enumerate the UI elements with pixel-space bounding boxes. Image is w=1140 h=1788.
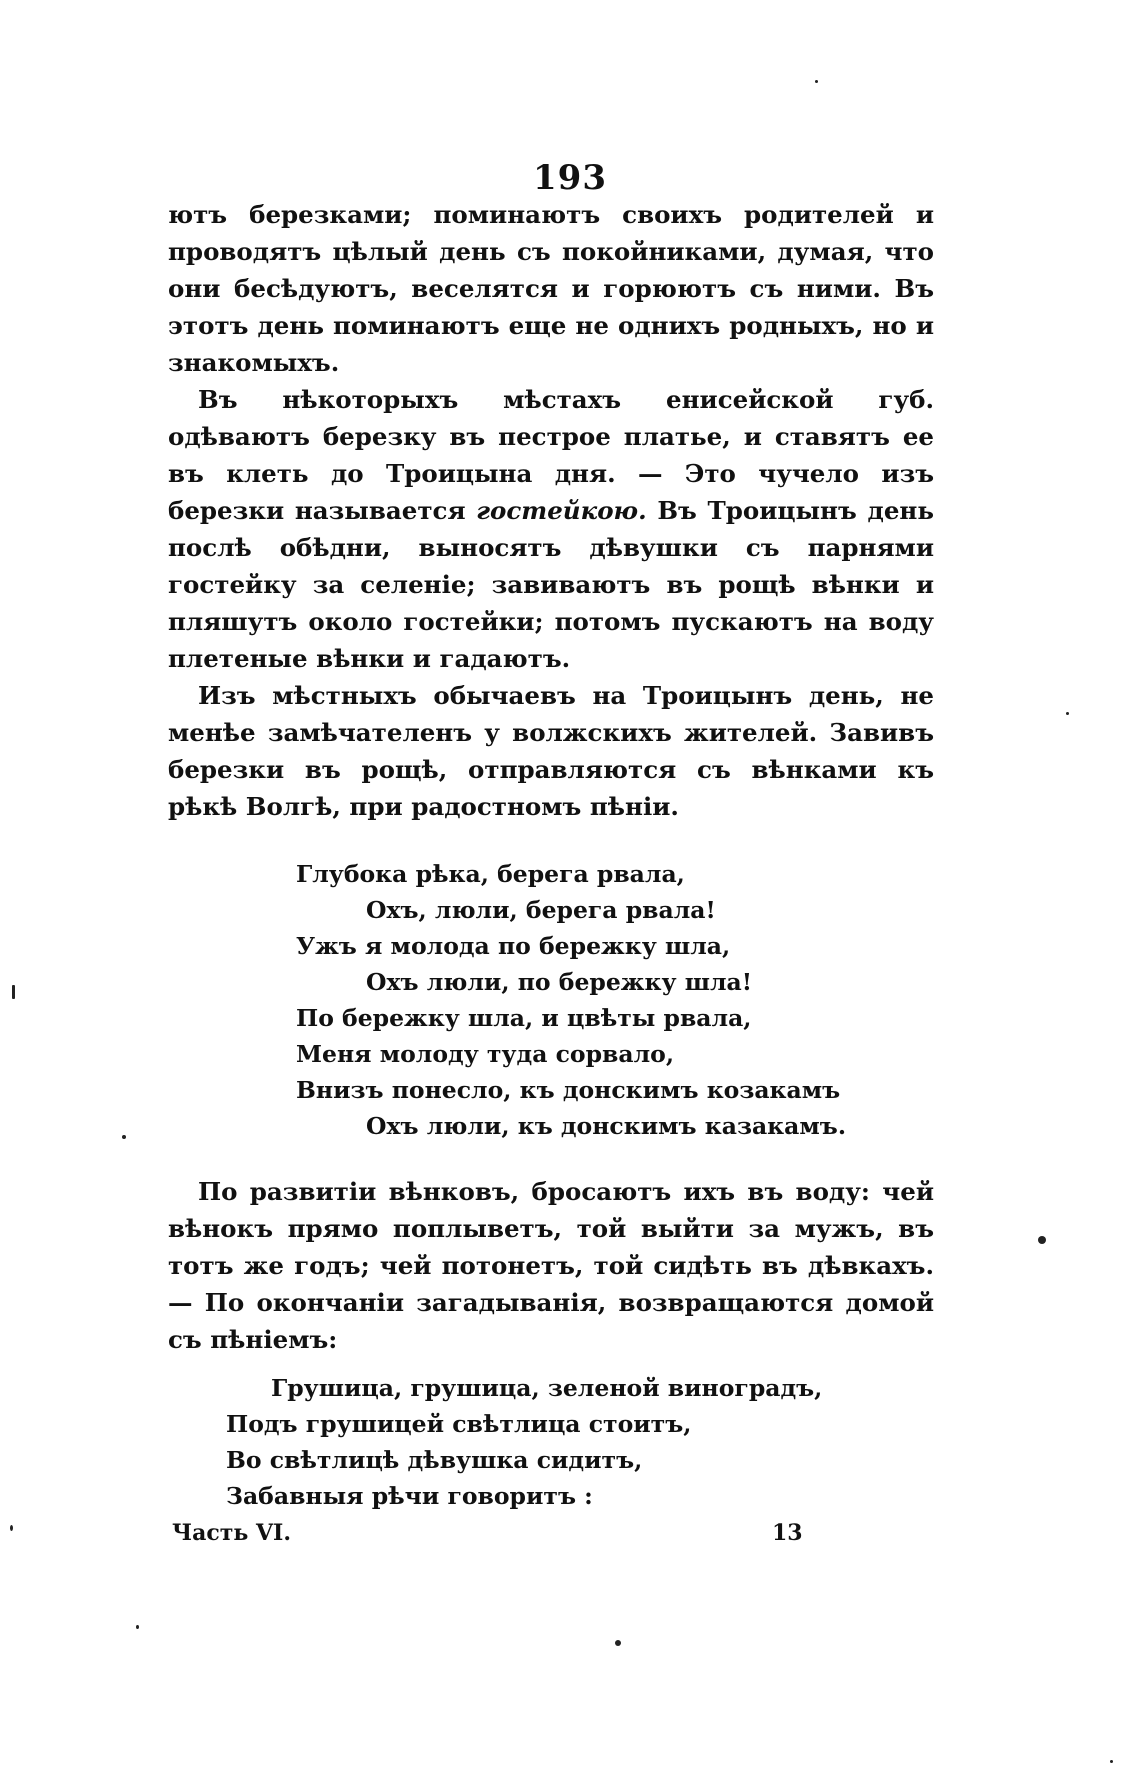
speck [1038,1236,1046,1244]
paragraph-4: По развитіи вѣнковъ, бросаютъ ихъ въ воду: чей вѣнокъ прямо поплыветъ, той выйти за мужъ, въ тотъ же годъ; чей потонетъ, той сидѣть въ дѣвкахъ.— По окончаніи загадыванія, возвращаются домой съ пѣніемъ: [168,1177,934,1354]
speck [136,1625,139,1629]
verse-line: Подъ грушицей свѣтлица стоитъ, [226,1410,692,1438]
speck [12,985,15,999]
speck [122,1135,126,1139]
footer-signature-mark: 13 [772,1520,803,1546]
verse-line: Охъ люли, къ донскимъ казакамъ. [366,1112,847,1140]
paragraph-2-end: Въ Троицынъ день послѣ обѣдни, выносятъ дѣвушки съ парнями гостейку за селеніе; завиваютъ въ рощѣ вѣнки и пляшутъ около гостейки; потомъ пускаютъ на воду плетеные вѣнки и гадаютъ. [168,496,934,673]
verse-line: Охъ люли, по бережку шла! [366,968,753,996]
speck [815,80,818,83]
body-text-bottom [168,1173,934,1358]
footer-part-label: Часть VI. [172,1520,291,1546]
song-1 [296,856,846,1144]
speck [615,1640,621,1646]
verse-line: Внизъ понесло, къ донскимъ козакамъ [296,1076,841,1104]
speck [1066,712,1069,715]
paragraph-2-italic: гостейкою. [476,496,647,525]
verse-line: Грушица, грушица, зеленой виноградъ, [271,1374,823,1402]
speck [1110,1760,1113,1763]
paragraph-1: ютъ березками; поминаютъ своихъ родителей и проводятъ цѣлый день съ покойниками, думая, что они бесѣдуютъ, веселятся и горюютъ съ ними. Въ этотъ день поминаютъ еще не однихъ родныхъ, но и знакомыхъ. [168,200,934,377]
paragraph-2-start: Въ нѣкоторыхъ мѣстахъ енисейской губ. одѣваютъ березку въ пестрое платье, и ставятъ ее въ клеть до Троицына дня. — Это чучело изъ березки называется [168,385,934,525]
verse-line: Ужъ я молода по бережку шла, [296,932,731,960]
song-2 [226,1370,822,1514]
verse-line: Охъ, люли, берега рвала! [366,896,716,924]
body-text-top [168,196,934,825]
paragraph-2 [168,381,934,677]
verse-line: Меня молоду туда сорвало, [296,1040,674,1068]
speck [10,1525,13,1531]
verse-line: По бережку шла, и цвѣты рвала, [296,1004,752,1032]
verse-line: Глубока рѣка, берега рвала, [296,860,685,888]
verse-line: Во свѣтлицѣ дѣвушка сидитъ, [226,1446,643,1474]
page-number: 193 [533,158,607,198]
paragraph-3: Изъ мѣстныхъ обычаевъ на Троицынъ день, не менѣе замѣчателенъ у волжскихъ жителей. Завивъ березки въ рощѣ, отправляются съ вѣнками къ рѣкѣ Волгѣ, при радостномъ пѣніи. [168,681,934,821]
verse-line: Забавныя рѣчи говоритъ : [226,1482,593,1510]
